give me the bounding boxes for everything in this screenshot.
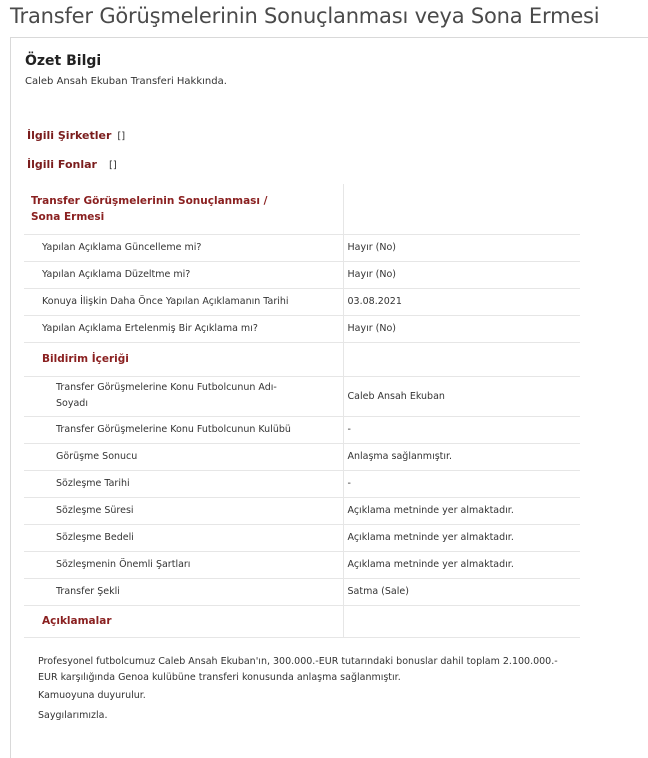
row-value: Hayır (No) (343, 234, 580, 261)
table-row (24, 315, 580, 342)
summary-text: Caleb Ansah Ekuban Transferi Hakkında. (25, 76, 227, 87)
row-value: - (343, 416, 580, 443)
related-companies-value: [] (117, 131, 126, 142)
row-value: Açıklama metninde yer almaktadır. (343, 524, 580, 551)
row-label: Yapılan Açıklama Ertelenmiş Bir Açıklama mı? (24, 315, 343, 342)
table-row (24, 470, 580, 497)
table-row (24, 497, 580, 524)
table-row (24, 288, 580, 315)
row-label: Transfer Şekli (24, 578, 343, 605)
table-row (24, 524, 580, 551)
row-label: Yapılan Açıklama Güncelleme mi? (24, 234, 343, 261)
row-value: - (343, 470, 580, 497)
table-row (24, 578, 580, 605)
content-heading: Bildirim İçeriği (24, 342, 343, 376)
related-companies[interactable] (27, 129, 125, 142)
content-heading-row (24, 342, 580, 376)
table-heading-row (24, 184, 580, 234)
row-value: Caleb Ansah Ekuban (343, 376, 580, 416)
notes-paragraph: Kamuoyuna duyurulur. (38, 690, 146, 701)
row-label: Transfer Görüşmelerine Konu Futbolcunun Adı-Soyadı (24, 376, 343, 416)
row-value: Açıklama metninde yer almaktadır. (343, 497, 580, 524)
disclosure-table (24, 184, 580, 638)
row-label: Sözleşme Bedeli (24, 524, 343, 551)
row-value: Açıklama metninde yer almaktadır. (343, 551, 580, 578)
main-heading: Transfer Görüşmelerinin Sonuçlanması / Sona Ermesi (24, 184, 343, 234)
row-label: Sözleşmenin Önemli Şartları (24, 551, 343, 578)
row-label: Sözleşme Süresi (24, 497, 343, 524)
row-label: Yapılan Açıklama Düzeltme mi? (24, 261, 343, 288)
page-title: Transfer Görüşmelerinin Sonuçlanması veya Sona Ermesi (10, 4, 600, 28)
row-value: 03.08.2021 (343, 288, 580, 315)
table-row (24, 234, 580, 261)
table-row (24, 376, 580, 416)
notes-paragraph: Saygılarımızla. (38, 710, 108, 721)
row-value: Hayır (No) (343, 261, 580, 288)
row-label: Transfer Görüşmelerine Konu Futbolcunun Kulübü (24, 416, 343, 443)
summary-heading: Özet Bilgi (25, 53, 102, 69)
notes-heading: Açıklamalar (24, 605, 343, 637)
notes-heading-row (24, 605, 580, 637)
row-value: Hayır (No) (343, 315, 580, 342)
row-label: Konuya İlişkin Daha Önce Yapılan Açıklamanın Tarihi (24, 288, 343, 315)
row-label: Sözleşme Tarihi (24, 470, 343, 497)
table-row (24, 261, 580, 288)
related-funds-label[interactable]: İlgili Fonlar (27, 158, 97, 171)
notes-body (38, 654, 576, 724)
table-row (24, 551, 580, 578)
row-label: Görüşme Sonucu (24, 443, 343, 470)
notes-paragraph: Profesyonel futbolcumuz Caleb Ansah Ekuban'ın, 300.000.-EUR tutarındaki bonuslar dahil toplam 2.100.000.-EUR karşılığında Genoa kulübüne transferi konusunda anlaşma sağlanmıştır. (38, 656, 558, 683)
row-value: Anlaşma sağlanmıştır. (343, 443, 580, 470)
related-funds-value: [] (108, 160, 117, 171)
related-companies-label[interactable]: İlgili Şirketler (27, 129, 112, 142)
related-funds[interactable] (27, 158, 117, 171)
table-row (24, 443, 580, 470)
row-value: Satma (Sale) (343, 578, 580, 605)
table-row (24, 416, 580, 443)
